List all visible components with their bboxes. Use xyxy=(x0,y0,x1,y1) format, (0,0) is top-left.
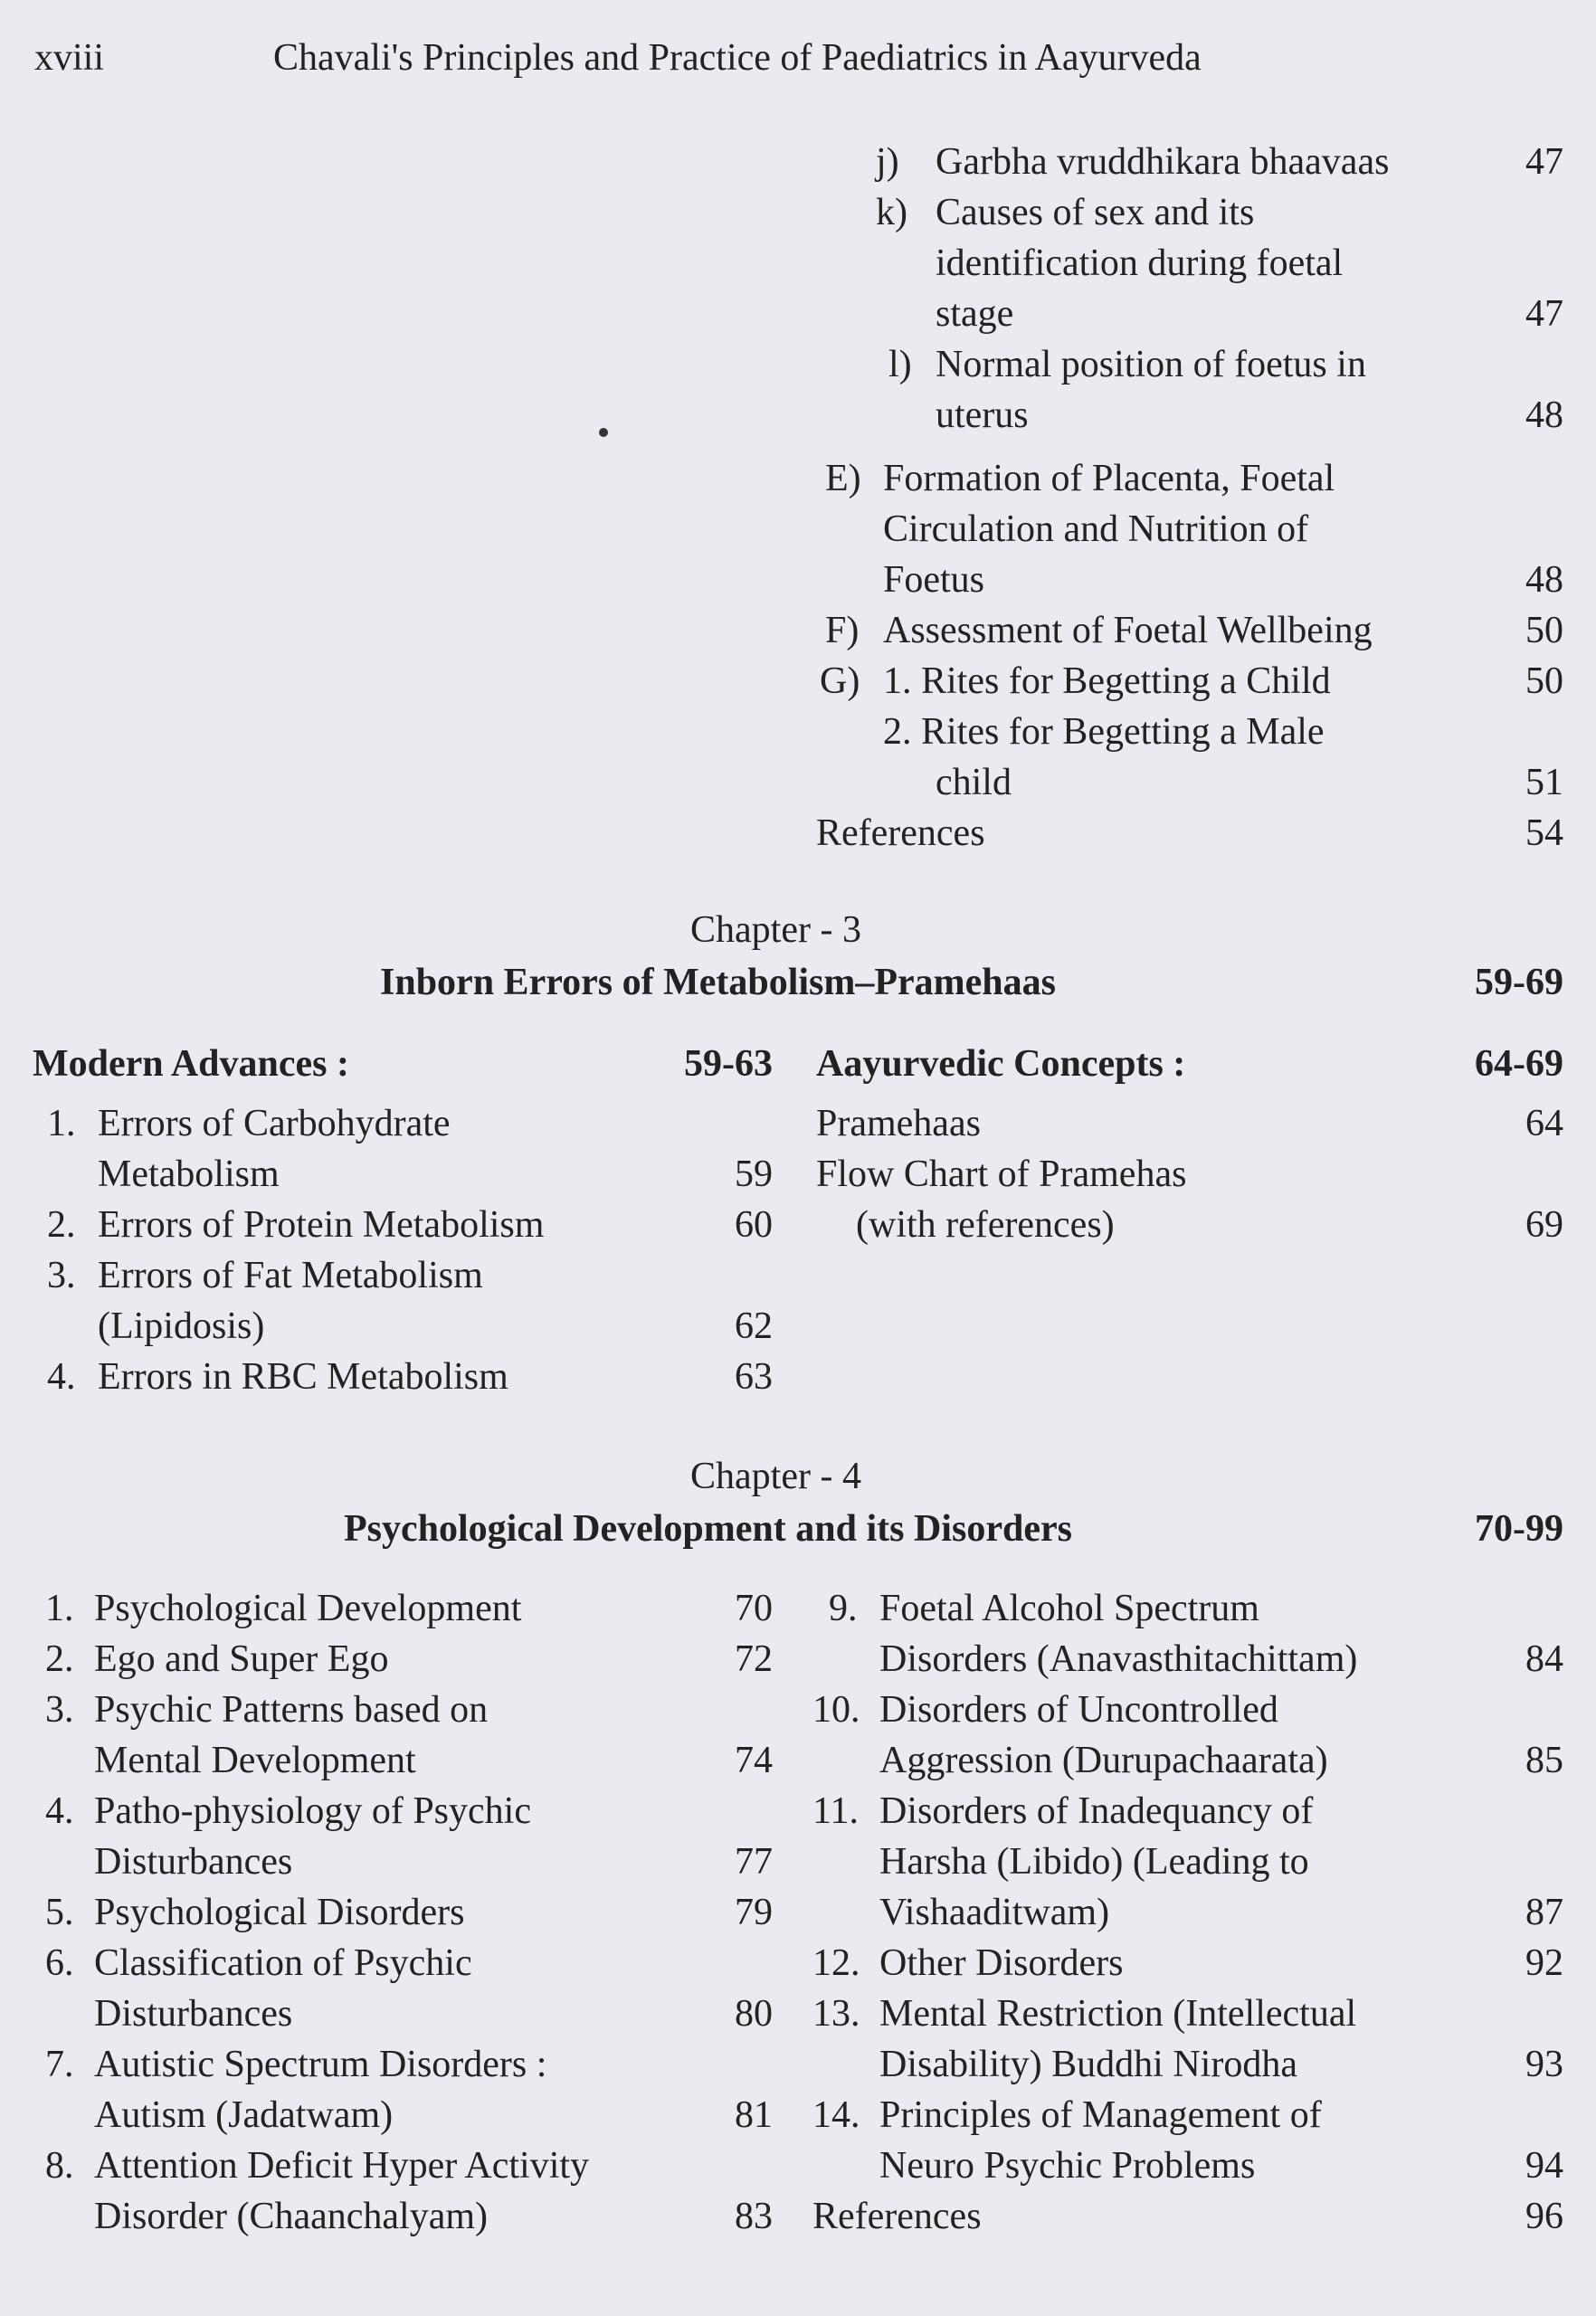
page-number: xviii xyxy=(34,37,105,79)
entry-page: 62 xyxy=(735,1305,773,1347)
entry-label: k) xyxy=(876,192,907,233)
entry-page: 59 xyxy=(735,1153,773,1195)
entry-label: F) xyxy=(825,610,860,651)
chapter-heading: Chapter - 3 xyxy=(690,909,861,951)
entry-text: Pramehaas xyxy=(816,1103,981,1144)
entry-label: 8. xyxy=(45,2145,74,2187)
entry-text: Harsha (Libido) (Leading to xyxy=(879,1841,1309,1883)
chapter-heading: Chapter - 4 xyxy=(690,1456,861,1497)
entry-label: 11. xyxy=(812,1790,859,1832)
entry-text: Formation of Placenta, Foetal xyxy=(883,458,1335,499)
ink-speck xyxy=(599,428,608,437)
entry-text: 2. Rites for Begetting a Male xyxy=(883,711,1325,753)
entry-text: Psychological Development xyxy=(94,1588,522,1629)
entry-label: l) xyxy=(888,344,912,385)
entry-label: E) xyxy=(825,458,861,499)
entry-label: 1. xyxy=(45,1588,74,1629)
entry-text: Causes of sex and its xyxy=(936,192,1255,233)
entry-text: Disorders of Uncontrolled xyxy=(879,1689,1278,1731)
section-pages: 64-69 xyxy=(1475,1043,1563,1085)
entry-text: Classification of Psychic xyxy=(94,1942,472,1984)
entry-text: Mental Restriction (Intellectual xyxy=(879,1993,1357,2035)
entry-text: Autism (Jadatwam) xyxy=(94,2094,394,2136)
entry-page: 48 xyxy=(1525,394,1563,436)
entry-text: Assessment of Foetal Wellbeing xyxy=(883,610,1373,651)
entry-page: 64 xyxy=(1525,1103,1563,1144)
entry-text: Metabolism xyxy=(98,1153,280,1195)
section-pages: 59-63 xyxy=(684,1043,773,1085)
entry-text: Disorder (Chaanchalyam) xyxy=(94,2196,488,2237)
entry-label: 3. xyxy=(47,1255,76,1296)
entry-label: 6. xyxy=(45,1942,74,1984)
entry-page: 87 xyxy=(1525,1892,1563,1933)
entry-text: Disorders of Inadequancy of xyxy=(879,1790,1314,1832)
entry-text: Disorders (Anavasthitachittam) xyxy=(879,1638,1358,1680)
entry-label: 13. xyxy=(812,1993,860,2035)
entry-label: 4. xyxy=(45,1790,74,1832)
entry-page: 69 xyxy=(1525,1204,1563,1246)
entry-text: Normal position of foetus in xyxy=(936,344,1366,385)
chapter-title: Psychological Development and its Disorders xyxy=(344,1508,1072,1550)
entry-page: 84 xyxy=(1525,1638,1563,1680)
entry-text: Mental Development xyxy=(94,1740,416,1781)
entry-page: 72 xyxy=(735,1638,773,1680)
entry-text: Ego and Super Ego xyxy=(94,1638,389,1680)
entry-page: 83 xyxy=(735,2196,773,2237)
entry-text: Errors of Fat Metabolism xyxy=(98,1255,483,1296)
entry-text: (with references) xyxy=(856,1204,1115,1246)
entry-label: 12. xyxy=(812,1942,860,1984)
section-heading: Modern Advances : xyxy=(33,1043,349,1085)
entry-label: 2. xyxy=(47,1204,76,1246)
entry-label: j) xyxy=(876,141,899,183)
entry-text: Aggression (Durupachaarata) xyxy=(879,1740,1328,1781)
entry-page: 47 xyxy=(1525,141,1563,183)
entry-text: Disturbances xyxy=(94,1841,293,1883)
entry-text: Psychological Disorders xyxy=(94,1892,465,1933)
entry-text: 1. Rites for Begetting a Child xyxy=(883,660,1331,702)
section-heading: Aayurvedic Concepts : xyxy=(816,1043,1186,1085)
entry-text: References xyxy=(812,2196,982,2237)
entry-text: identification during foetal xyxy=(936,242,1344,284)
entry-page: 60 xyxy=(735,1204,773,1246)
entry-text: Errors in RBC Metabolism xyxy=(98,1356,508,1398)
entry-page: 85 xyxy=(1525,1740,1563,1781)
entry-page: 63 xyxy=(735,1356,773,1398)
entry-page: 74 xyxy=(735,1740,773,1781)
entry-page: 54 xyxy=(1525,812,1563,854)
entry-label: 7. xyxy=(45,2044,74,2085)
entry-page: 70 xyxy=(735,1588,773,1629)
entry-label: 3. xyxy=(45,1689,74,1731)
entry-label: G) xyxy=(820,660,860,702)
entry-label: 9. xyxy=(829,1588,858,1629)
chapter-pages: 59-69 xyxy=(1475,962,1563,1003)
entry-page: 79 xyxy=(735,1892,773,1933)
entry-text: Garbha vruddhikara bhaavaas xyxy=(936,141,1390,183)
entry-text: Disability) Buddhi Nirodha xyxy=(879,2044,1297,2085)
entry-page: 94 xyxy=(1525,2145,1563,2187)
entry-page: 77 xyxy=(735,1841,773,1883)
entry-text: Attention Deficit Hyper Activity xyxy=(94,2145,590,2187)
entry-text: Circulation and Nutrition of xyxy=(883,508,1309,550)
entry-label: 14. xyxy=(812,2094,860,2136)
entry-text: uterus xyxy=(936,394,1029,436)
chapter-pages: 70-99 xyxy=(1475,1508,1563,1550)
entry-page: 81 xyxy=(735,2094,773,2136)
entry-label: 2. xyxy=(45,1638,74,1680)
entry-text: Other Disorders xyxy=(879,1942,1124,1984)
entry-text: Neuro Psychic Problems xyxy=(879,2145,1256,2187)
entry-page: 96 xyxy=(1525,2196,1563,2237)
entry-page: 48 xyxy=(1525,559,1563,601)
entry-page: 80 xyxy=(735,1993,773,2035)
entry-text: Disturbances xyxy=(94,1993,293,2035)
entry-page: 92 xyxy=(1525,1942,1563,1984)
chapter-title: Inborn Errors of Metabolism–Pramehaas xyxy=(380,962,1056,1003)
running-title: Chavali's Principles and Practice of Paediatrics in Aayurveda xyxy=(273,37,1202,79)
entry-text: Errors of Protein Metabolism xyxy=(98,1204,545,1246)
entry-page: 51 xyxy=(1525,762,1563,803)
entry-text: Vishaaditwam) xyxy=(879,1892,1110,1933)
entry-text: (Lipidosis) xyxy=(98,1305,265,1347)
entry-text: Autistic Spectrum Disorders : xyxy=(94,2044,547,2085)
entry-text: Foetus xyxy=(883,559,985,601)
entry-text: stage xyxy=(936,293,1014,335)
entry-label: 5. xyxy=(45,1892,74,1933)
entry-page: 50 xyxy=(1525,610,1563,651)
entry-text: Flow Chart of Pramehas xyxy=(816,1153,1187,1195)
entry-page: 93 xyxy=(1525,2044,1563,2085)
entry-page: 50 xyxy=(1525,660,1563,702)
entry-text: Patho-physiology of Psychic xyxy=(94,1790,531,1832)
entry-label: 1. xyxy=(47,1103,76,1144)
entry-text: child xyxy=(936,762,1012,803)
entry-text: Errors of Carbohydrate xyxy=(98,1103,451,1144)
entry-text: References xyxy=(816,812,985,854)
entry-label: 4. xyxy=(47,1356,76,1398)
entry-text: Foetal Alcohol Spectrum xyxy=(879,1588,1259,1629)
entry-page: 47 xyxy=(1525,293,1563,335)
entry-text: Psychic Patterns based on xyxy=(94,1689,489,1731)
entry-text: Principles of Management of xyxy=(879,2094,1322,2136)
entry-label: 10. xyxy=(812,1689,860,1731)
